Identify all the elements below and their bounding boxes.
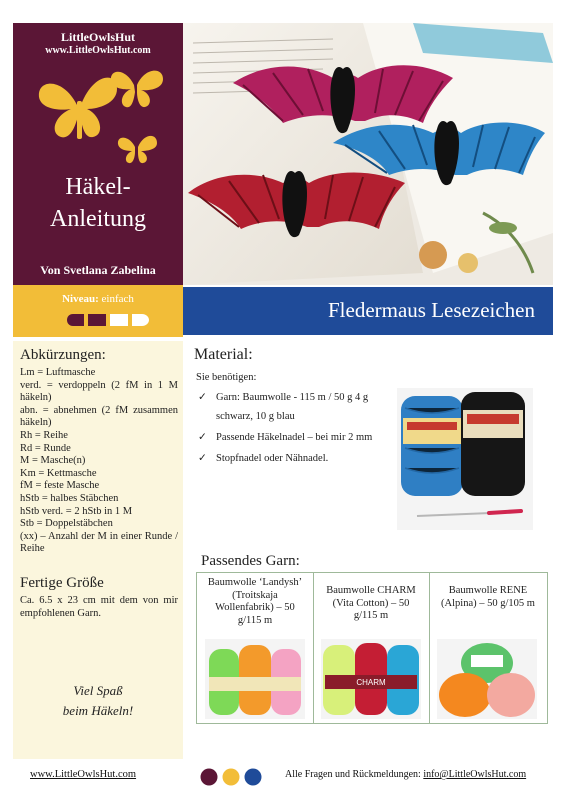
contact-email-link[interactable]: info@LittleOwlsHut.com: [423, 769, 527, 780]
abbreviation-item: Km = Kettmasche: [20, 467, 97, 479]
abbreviation-item: Rd = Runde: [20, 442, 71, 454]
finished-size-text: Ca. 6.5 x 23 cm mit dem von mir empfohlenen Garn.: [20, 595, 178, 619]
footer-site-link[interactable]: www.LittleOwlsHut.com: [30, 769, 137, 780]
level-text: [13, 293, 183, 305]
level-value: einfach: [101, 293, 134, 305]
abbreviation-item: abn. = abnehmen (2 fM zusammen häkeln): [20, 404, 178, 429]
level-label: Niveau:: [62, 293, 99, 305]
site-url: www.LittleOwlsHut.com: [45, 45, 151, 56]
site-name: LittleOwlsHut: [61, 30, 135, 44]
title-line-1: Häkel-: [65, 174, 131, 200]
closing-line-2: beim Häkeln!: [62, 703, 134, 718]
finished-size-heading: Fertige Größe: [20, 575, 104, 591]
charm-label: CHARM: [356, 678, 386, 687]
checkmark-icon: ✓: [198, 432, 207, 443]
yarn-column-landysh: [197, 573, 314, 723]
material-intro: Sie benötigen:: [196, 372, 257, 383]
abbreviation-item: Lm = Luftmasche: [20, 367, 96, 378]
yarn-name: Baumwolle CHARM (Vita Cotton) – 50 g/115 m: [326, 585, 416, 621]
yarn-rene-image: [437, 639, 537, 719]
yarn-and-hook-image: [397, 388, 533, 530]
closing-line-1: Viel Spaß: [73, 683, 123, 698]
abbreviation-item: (xx) – Anzahl der M in einer Runde / Reihe: [20, 530, 178, 555]
yarn-name: Baumwolle ‘Landysh’ (Troitskaja Wollenfabrik) – 50 g/115 m: [207, 577, 303, 626]
yarn-column-rene: [429, 573, 547, 723]
level-bar: [13, 285, 183, 337]
color-dots-icon: [200, 768, 266, 788]
abbreviation-item: hStb = halbes Stäbchen: [20, 492, 119, 504]
brand-panel: [13, 23, 183, 285]
yarn-table: [196, 572, 548, 724]
footer: [0, 760, 565, 800]
pattern-title: Fledermaus Lesezeichen: [328, 298, 535, 322]
hero-photo: [183, 23, 553, 285]
material-item: ✓ Passende Häkelnadel – bei mir 2 mm: [194, 428, 379, 447]
butterfly-logo-icon: [33, 63, 173, 173]
left-sidebar: [13, 341, 183, 759]
yarn-section-heading: Passendes Garn:: [201, 553, 300, 569]
material-item: ✓ Garn: Baumwolle - 115 m / 50 g 4 g schwarz, 10 g blau: [194, 388, 379, 426]
abbreviation-item: M = Masche(n): [20, 455, 86, 467]
abbreviation-item: verd. = verdoppeln (2 fM in 1 M häkeln): [20, 379, 178, 404]
yarn-charm-image: [321, 639, 421, 719]
abbreviations-heading: Abkürzungen:: [20, 347, 106, 363]
material-section: [194, 346, 394, 464]
yarn-column-charm: [313, 573, 430, 723]
abbreviation-item: Stb = Doppelstäbchen: [20, 518, 113, 530]
closing-message: [13, 681, 183, 721]
abbreviation-item: Rh = Reihe: [20, 429, 68, 441]
abbreviations-list: [20, 367, 178, 556]
footer-contact: [285, 769, 526, 780]
checkmark-icon: ✓: [198, 392, 207, 403]
abbreviation-item: fM = feste Masche: [20, 480, 100, 492]
material-list: [194, 388, 379, 470]
contact-label: Alle Fragen und Rückmeldungen:: [285, 769, 421, 780]
yarn-skeins-photo: [397, 388, 533, 530]
bat-bookmarks-image: [183, 23, 553, 285]
title-line-2: Anleitung: [50, 206, 146, 232]
abbreviation-item: hStb verd. = 2 hStb in 1 M: [20, 505, 133, 517]
title-bar: [183, 287, 553, 335]
material-heading: Material:: [194, 346, 253, 363]
yarn-name: Baumwolle RENE (Alpina) – 50 g/105 m: [441, 585, 535, 609]
material-item: ✓ Stopfnadel oder Nähnadel.: [194, 449, 379, 468]
checkmark-icon: ✓: [198, 453, 207, 464]
author: Von Svetlana Zabelina: [40, 263, 156, 277]
difficulty-indicator-icon: [66, 313, 156, 327]
yarn-landysh-image: [205, 639, 305, 719]
